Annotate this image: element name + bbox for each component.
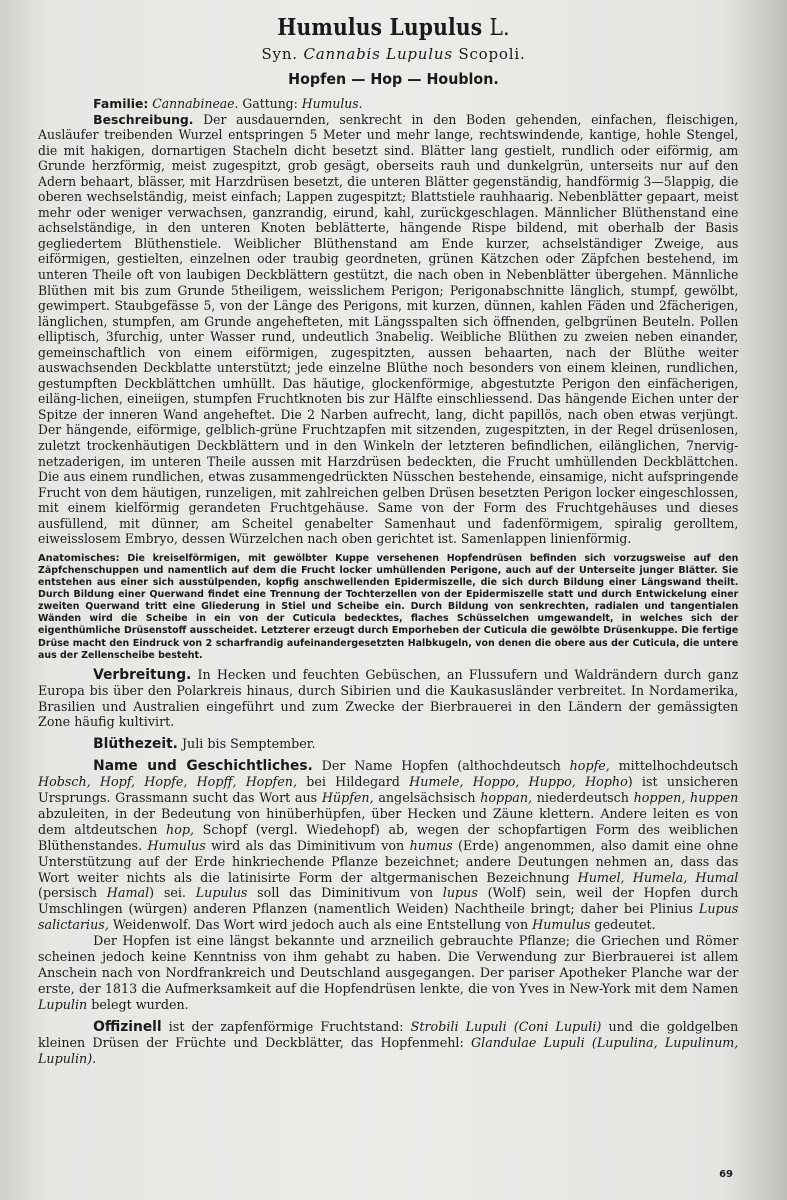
name-paragraph — [38, 759, 738, 934]
name-italic: Lupulus — [195, 886, 248, 902]
name-italic: Humulus — [147, 838, 206, 854]
name-text: Der Name Hopfen (althochdeutsch — [321, 759, 570, 775]
verbreitung-paragraph — [38, 668, 738, 732]
name-italic: hoppan, — [480, 791, 533, 807]
offizinell-text: ist der zapfenförmige Fruchtstand: — [161, 1019, 411, 1035]
name-text: Schopf (vergl. Wiedehopf) ab, wegen der schopfartigen Form des weiblichen Blüthenstandes. — [38, 822, 739, 854]
name-text: gedeutet. — [590, 918, 656, 934]
syn-name: Cannabis Lupulus — [303, 45, 453, 63]
offizinell-italic: Glandulae Lupuli (Lupulina, Lupulinum, Lupulin). — [38, 1035, 739, 1067]
name-italic: Lupus salictarius, — [38, 902, 739, 934]
verbreitung-heading: Verbreitung. — [93, 666, 192, 683]
history-paragraph — [38, 934, 738, 1014]
name-text: (Erde) angenommen, also damit eine ohne Unterstützung auf der Erde hinkriechende Pflanze bezeichnet; andere Deutungen nehmen an, dass das Wort weiter nichts als die latinisirte Form der altgermanischen Bezeichnung — [38, 838, 739, 886]
verbreitung-text: In Hecken und feuchten Gebüschen, an Flussufern und Waldrändern durch ganz Europa bis über den Polarkreis hinaus, durch Sibirien und die Kaukasusländer verbreitet. In Nordamerika, Brasilien und Australien eingeführt und zum Zwecke der Bierbrauerei in den Ländern der gemässigten Zone häufig kultivirt. — [38, 667, 739, 731]
name-italic: hop, — [166, 822, 195, 838]
offizinell-heading: Offizinell — [93, 1018, 162, 1035]
page-title — [81, 14, 707, 41]
name-heading: Name und Geschichtliches. — [93, 758, 313, 775]
name-italic: Hamal — [106, 886, 150, 902]
name-text: ) ist unsicheren Ursprungs. Grassmann sucht das Wort aus — [38, 775, 739, 807]
page-number: 69 — [719, 1169, 733, 1180]
name-text: wird als das Diminitivum von — [205, 838, 410, 854]
beschreibung-heading: Beschreibung. — [93, 111, 194, 127]
title-name: Humulus Lupulus — [277, 14, 483, 41]
anatomisches-paragraph — [38, 553, 738, 662]
beschreibung-paragraph — [38, 112, 738, 547]
name-text: (Wolf) sein, weil der Hopfen durch Umschlingen (würgen) anderen Pflanzen (namentlich Weiden) Nachtheile bringt; daher bei Plinius — [38, 886, 739, 918]
name-italic: humus — [409, 838, 453, 854]
name-italic: hoppen, huppen — [633, 791, 739, 807]
name-italic: Hüpfen, — [321, 791, 374, 807]
name-italic: hopfe, — [569, 759, 610, 775]
name-italic: Humel, Humela, Humal — [577, 870, 739, 886]
bluethezeit-paragraph — [38, 737, 738, 753]
name-text: abzuleiten, in der Bedeutung von hinüberhüpfen, über Hecken und Zäune klettern. Andere leiten es von dem altdeutschen — [38, 806, 739, 838]
syn-author: Scopoli. — [458, 45, 526, 63]
name-text: soll das Diminitivum von — [247, 886, 443, 902]
anatomisches-heading: Anatomisches: — [38, 552, 120, 564]
offizinell-italic: Strobili Lupuli (Coni Lupuli) — [410, 1019, 602, 1035]
family-label: Familie: — [93, 96, 149, 111]
beschreibung-text: Der ausdauernden, senkrecht in den Boden gehenden, einfachen, fleischigen, Ausläufer treibenden Wurzel entspringen 5 Meter und mehr lange, rechtswindende, kantige, hohle Stengel, die mit hakigen, dornartigen Stacheln dicht besetzt sind. Blätter lang gestielt, rundlich oder eiförmig, am Grunde herzförmig, meist zugespitzt, grob gesägt, oberseits rauh und dunkelgrün, unterseits nur auf den Adern behaart, blässer, mit Harzdrüsen besetzt, die unteren Blätter gegenständig, handförmig 3—5lappig, die oberen wechselständig, meist einfach; Lappen zugespitzt; Blattstiele rauhhaarig. Nebenblätter gepaart, meist mehr oder weniger verwachsen, ganzrandig, eirund, kahl, zurückgeschlagen. Männlicher Blüthenstand eine achselständige, in den unteren Knoten beblätterte, hängende Rispe bildend, mit oberhalb der Basis gegliedertem Blüthenstiele. Weiblicher Blüthenstand am Ende kurzer, achselständiger Zweige, aus eiförmigen, gestielten, einzelnen oder traubig geordneten, grünen Kätzchen oder Zäpfchen bestehend, im unteren Theile oft von laubigen Deckblättern gestützt, die nach oben in Nebenblätter übergehen. Männliche Blüthen mit bis zum Grunde 5theiligem, weisslichem Perigon; Perigonabschnitte länglich, stumpf, gewölbt, gewimpert. Staubgefässe 5, von der Länge des Perigons, mit kurzen, dünnen, kahlen Fäden und 2fächerigen, länglichen, stumpfen, am Grunde angehefteten, mit Längsspalten sich öffnenden, gelbgrünen Beuteln. Pollen elliptisch, 3furchig, unter Wasser rund, undeutlich 3nabelig. Weibliche Blüthen zu zweien neben einander, gemeinschaftlich von einem eiförmigen, zugespitzten, aussen behaarten, nach der Blüthe weiter auswachsenden Deckblatte unterstützt; jede einzelne Blüthe noch besonders von einem kleinen, rundlichen, gestumpften Deckblättchen umhüllt. Das häutige, glockenförmige, abgestutzte Perigon den einfächerigen, eiläng-lichen, eineiigen, stumpfen Fruchtknoten bis zur Hälfte einschliessend. Das hängende Eichen unter der Spitze der inneren Wand angeheftet. Die 2 Narben aufrecht, lang, dicht papillös, nach oben etwas verjüngt. Der hängende, eiförmige, gelblich-grüne Fruchtzapfen mit sitzenden, zugespitzten, in der Regel drüsenlosen, zuletzt trockenhäutigen Deckblättern und in den Winkeln der letzteren befindlichen, eilänglichen, 7nervig-netzaderigen, im unteren Theile aussen mit Harzdrüsen bedeckten, die Frucht umhüllenden Deckblättchen. Die aus einem rundlichen, etwas zusammengedrückten Nüsschen bestehende, einsamige, nicht aufspringende Frucht von dem häutigen, runzeligen, mit zahlreichen gelben Drüsen besetzten Perigon locker eingeschlossen, mit einem kielförmig gerandeten Fruchtgehäuse. Same von der Form des Fruchtgehäuses und dieses ausfüllend, mit dünner, am Scheitel genabelter Samenhaut und fadenförmigem, spiralig gerolltem, eiweisslosem Embryo, dessen Würzelchen nach oben gerichtet ist. Samenlappen linienförmig. — [38, 111, 739, 547]
name-italic: lupus — [442, 886, 478, 902]
synonym-line — [38, 45, 749, 63]
genus-value: Humulus. — [301, 96, 363, 111]
title-author: L. — [489, 15, 510, 41]
syn-prefix: Syn. — [261, 45, 298, 63]
history-text: Der Hopfen ist eine längst bekannte und arzneilich gebrauchte Pflanze; die Griechen und Römer scheinen jedoch keine Kenntniss von ihm gehabt zu haben. Die Verwendung zur Bierbrauerei ist allem Anschein nach von Nordfrankreich und Deutschland ausgegangen. Der pariser Apotheker Planche war der erste, der 1813 die Aufmerksamkeit auf die Hopfendrüsen lenkte, die von Yves in New-York mit dem Namen — [38, 934, 739, 997]
anatomisches-text: Die kreiselförmigen, mit gewölbter Kuppe versehenen Hopfendrüsen befinden sich vorzugsweise auf den Zäpfchenschuppen und namentlich auf dem die Frucht locker umhüllenden Perigone, auch auf der Unterseite junger Blätter. Sie entstehen aus einer sich ausstülpenden, kopfig anschwellenden Epidermiszelle, die sich durch Bildung einer Längswand theilt. Durch Bildung einer Querwand findet eine Trennung der Tochterzellen von der Epidermiszelle statt und durch Entwickelung einer zweiten Querwand tritt eine Gliederung in Stiel und Scheibe ein. Durch Bildung von senkrechten, radialen und tangentialen Wänden wird die Scheibe in ein von der Cuticula bedecktes, flaches Schüsselchen umgewandelt, in welches sich der eigenthümliche Drüsenstoff ausscheidet. Letzterer erzeugt durch Emporheben der Cuticula die gewölbte Drüsenkuppe. Die fertige Drüse macht den Eindruck von 2 scharfrandig aufeinandergesetzten Halbkugeln, von denen die obere aus der Cuticula, die untere aus der Zellenscheibe besteht. — [38, 552, 739, 661]
name-text: bei Hildegard — [296, 775, 410, 791]
common-names: Hopfen — Hop — Houblon. — [288, 70, 499, 88]
name-italic: Humulus — [532, 918, 591, 934]
name-italic: Hobsch, Hopf, Hopfe, Hopff, Hopfen, — [38, 775, 297, 791]
name-text: angelsächsisch — [373, 791, 481, 807]
name-text: niederdeutsch — [532, 791, 634, 807]
bluethezeit-heading: Blüthezeit. — [93, 736, 178, 753]
offizinell-text: und die goldgelben kleinen Drüsen der Früchte und Deckblätter, das Hopfenmehl: — [38, 1019, 739, 1051]
name-text: (persisch — [38, 886, 107, 902]
family-line — [38, 96, 738, 112]
bluethezeit-text: Juli bis Semptember. — [181, 737, 316, 753]
genus-label: Gattung: — [242, 96, 298, 111]
history-italic: Lupulin — [38, 997, 88, 1013]
offizinell-paragraph — [38, 1020, 738, 1068]
name-text: mittelhochdeutsch — [609, 759, 739, 775]
name-italic: Humele, Hoppo, Huppo, Hopho — [409, 775, 628, 791]
name-text: ) sei. — [149, 886, 196, 902]
history-text: belegt wurden. — [87, 997, 189, 1013]
family-value: Cannabineae. — [152, 96, 239, 111]
name-text: Weidenwolf. Das Wort wird jedoch auch als eine Entstellung von — [108, 918, 533, 934]
document-body — [38, 96, 738, 1067]
